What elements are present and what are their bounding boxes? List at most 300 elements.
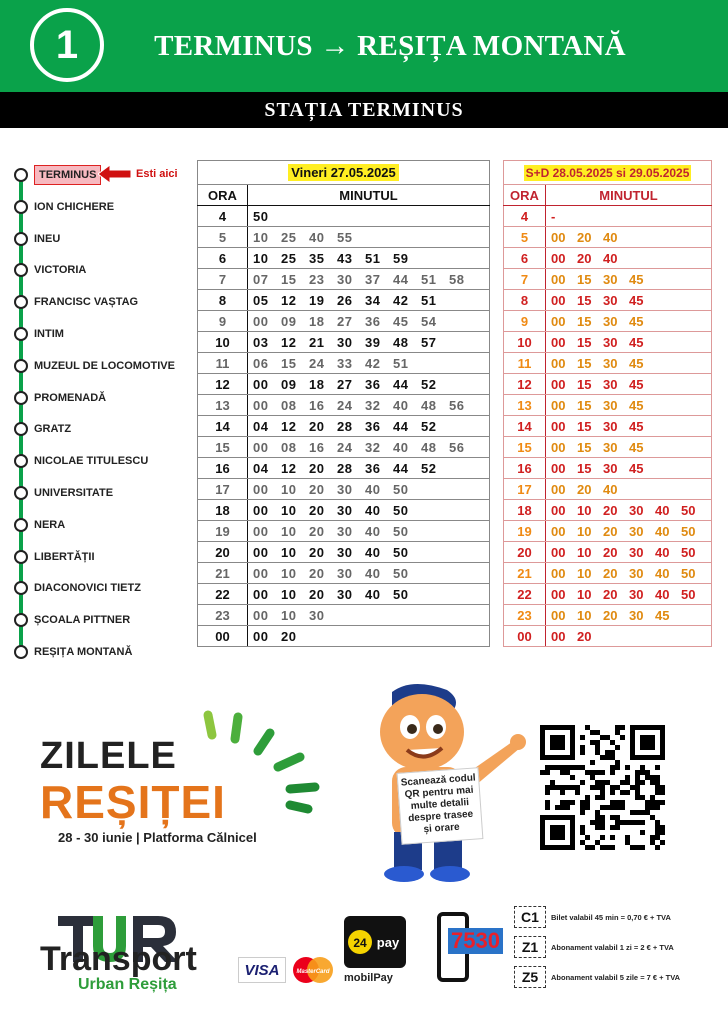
timetable-row xyxy=(198,458,490,479)
minute-value: 19 xyxy=(309,292,325,308)
stop-item xyxy=(14,386,204,410)
minute-value: 15 xyxy=(577,355,592,371)
minutes-cell xyxy=(546,311,712,332)
svg-text:24: 24 xyxy=(353,936,367,950)
minutes-cell xyxy=(248,227,490,248)
minute-value: 40 xyxy=(365,481,381,497)
minute-value: 15 xyxy=(577,271,592,287)
hour-cell: 5 xyxy=(504,227,546,248)
qr-code-icon[interactable] xyxy=(540,725,665,850)
minute-value: 30 xyxy=(337,565,353,581)
minute-value: 10 xyxy=(281,607,297,623)
minutes-cell xyxy=(248,311,490,332)
stop-dot-icon xyxy=(14,232,28,246)
minute-value: 10 xyxy=(281,544,297,560)
stop-dot-icon xyxy=(14,518,28,532)
stop-name: NERA xyxy=(34,518,66,531)
timetable-row xyxy=(504,269,712,290)
minute-value: 04 xyxy=(253,418,269,434)
minute-value: 00 xyxy=(253,607,269,623)
minute-value: 48 xyxy=(393,334,409,350)
minute-value: 28 xyxy=(337,418,353,434)
minute-value: 40 xyxy=(365,523,381,539)
left-arrow-icon xyxy=(98,164,132,184)
stop-item xyxy=(14,545,204,569)
stop-dot-icon xyxy=(14,645,28,659)
minute-value: 27 xyxy=(337,376,353,392)
minute-value: 00 xyxy=(253,397,269,413)
minute-value: 45 xyxy=(629,397,644,413)
hour-cell: 17 xyxy=(198,479,248,500)
minute-value: 30 xyxy=(603,271,618,287)
tariff-text: Abonament valabil 5 zile = 7 € + TVA xyxy=(551,972,681,982)
mastercard-icon xyxy=(288,955,338,985)
minute-value: 56 xyxy=(449,439,465,455)
timetable-row xyxy=(198,479,490,500)
minute-value: 50 xyxy=(393,481,409,497)
minute-value: 06 xyxy=(253,355,269,371)
minute-value: 00 xyxy=(253,502,269,518)
timetable-row xyxy=(198,437,490,458)
minute-value: 50 xyxy=(681,544,696,560)
minute-value: 33 xyxy=(337,355,353,371)
minute-value: 10 xyxy=(577,607,592,623)
minute-value: 45 xyxy=(629,313,644,329)
minutes-cell xyxy=(248,437,490,458)
timetable-row xyxy=(504,290,712,311)
minute-value: 15 xyxy=(577,397,592,413)
minute-value: 48 xyxy=(421,397,437,413)
minute-value: 15 xyxy=(577,334,592,350)
stop-dot-icon xyxy=(14,295,28,309)
timetable-row xyxy=(504,563,712,584)
minute-value: 56 xyxy=(449,397,465,413)
minutes-cell xyxy=(248,521,490,542)
stop-item xyxy=(14,576,204,600)
minute-value: 40 xyxy=(655,502,670,518)
minute-value: 54 xyxy=(421,313,437,329)
timetable-row xyxy=(198,248,490,269)
minute-value: 18 xyxy=(309,376,325,392)
minute-value: 15 xyxy=(577,460,592,476)
minute-value: 48 xyxy=(421,439,437,455)
minute-value: 40 xyxy=(309,229,325,245)
timetable-row xyxy=(198,584,490,605)
tariff-code: Z5 xyxy=(514,966,546,988)
minute-value: 30 xyxy=(337,586,353,602)
minute-value: 20 xyxy=(603,607,618,623)
minute-value: 20 xyxy=(281,628,297,644)
hour-cell: 6 xyxy=(198,248,248,269)
minute-value: 00 xyxy=(253,376,269,392)
stop-name: ION CHICHERE xyxy=(34,200,115,213)
minute-value: 03 xyxy=(253,334,269,350)
brand-subname: Urban Reșița xyxy=(78,976,177,993)
hour-cell: 19 xyxy=(198,521,248,542)
minute-value: 04 xyxy=(253,460,269,476)
minute-value: 08 xyxy=(281,397,297,413)
hour-cell: 4 xyxy=(504,206,546,227)
timetable-row xyxy=(504,437,712,458)
hour-cell: 12 xyxy=(504,374,546,395)
timetable-row xyxy=(198,353,490,374)
minute-value: 15 xyxy=(281,355,297,371)
timetable-row xyxy=(198,416,490,437)
minute-value: 43 xyxy=(337,250,353,266)
minutes-cell xyxy=(248,458,490,479)
minute-value: 39 xyxy=(365,334,381,350)
timetable-row xyxy=(504,584,712,605)
minute-value: 45 xyxy=(629,271,644,287)
stop-item xyxy=(14,290,204,314)
minute-value: 16 xyxy=(309,439,325,455)
minute-value: 20 xyxy=(309,523,325,539)
timetable-row xyxy=(504,521,712,542)
you-are-here-marker xyxy=(98,164,178,184)
minutes-cell xyxy=(248,269,490,290)
minute-value: 51 xyxy=(393,355,409,371)
minutes-cell xyxy=(546,395,712,416)
tariff-text: Bilet valabil 45 min = 0,70 € + TVA xyxy=(551,912,671,922)
svg-text:MasterCard: MasterCard xyxy=(296,969,330,975)
minute-value: 10 xyxy=(577,565,592,581)
stop-item xyxy=(14,513,204,537)
minute-value: 50 xyxy=(681,565,696,581)
timetable-row xyxy=(504,248,712,269)
weekday-timetable xyxy=(197,160,490,647)
minute-value: 00 xyxy=(253,565,269,581)
timetable-row xyxy=(504,311,712,332)
minutes-cell xyxy=(248,626,490,647)
minute-value: 10 xyxy=(577,502,592,518)
minute-value: 00 xyxy=(551,481,566,497)
hour-cell: 16 xyxy=(198,458,248,479)
timetable-row xyxy=(504,605,712,626)
hour-cell: 5 xyxy=(198,227,248,248)
minute-value: 37 xyxy=(365,271,381,287)
hour-cell: 13 xyxy=(198,395,248,416)
minute-value: 40 xyxy=(655,523,670,539)
stop-dot-icon xyxy=(14,327,28,341)
timetable-row xyxy=(198,395,490,416)
minute-value: 30 xyxy=(603,418,618,434)
minute-value: 20 xyxy=(603,586,618,602)
stop-item xyxy=(14,608,204,632)
minute-value: 42 xyxy=(365,355,381,371)
stop-name: ȘCOALA PITTNER xyxy=(34,614,131,627)
minutes-cell xyxy=(248,563,490,584)
minutes-cell xyxy=(546,374,712,395)
minutes-cell xyxy=(546,416,712,437)
minute-value: 05 xyxy=(253,292,269,308)
minute-value: 12 xyxy=(281,460,297,476)
stop-name: MUZEUL DE LOCOMOTIVE xyxy=(34,359,175,372)
minute-value: 24 xyxy=(337,397,353,413)
tariff-text: Abonament valabil 1 zi = 2 € + TVA xyxy=(551,942,674,952)
minute-value: 10 xyxy=(253,250,269,266)
timetable-row xyxy=(504,332,712,353)
station-title: STAȚIA TERMINUS xyxy=(0,92,728,128)
hour-cell: 20 xyxy=(504,542,546,563)
minute-value: 40 xyxy=(365,502,381,518)
minute-value: 30 xyxy=(603,313,618,329)
minute-value: 10 xyxy=(281,502,297,518)
timetable-row xyxy=(504,416,712,437)
minute-value: 30 xyxy=(629,565,644,581)
minute-value: 10 xyxy=(577,544,592,560)
minute-value: 45 xyxy=(655,607,670,623)
minute-value: 30 xyxy=(629,544,644,560)
minute-value: 34 xyxy=(365,292,381,308)
minutes-cell xyxy=(546,479,712,500)
minute-value: 00 xyxy=(253,313,269,329)
pay24-logo xyxy=(344,916,406,968)
minute-value: 35 xyxy=(309,250,325,266)
minute-value: 00 xyxy=(551,460,566,476)
minutes-cell xyxy=(546,437,712,458)
hour-cell: 7 xyxy=(504,269,546,290)
minute-value: 30 xyxy=(629,523,644,539)
timetable-row xyxy=(504,227,712,248)
minute-value: 30 xyxy=(603,376,618,392)
minute-value: 00 xyxy=(551,628,566,644)
hour-cell: 22 xyxy=(504,584,546,605)
weekday-minute-header: MINUTUL xyxy=(248,185,490,206)
minutes-cell xyxy=(248,416,490,437)
promo-title-line1: ZILELE xyxy=(40,735,177,777)
minute-value: 00 xyxy=(551,523,566,539)
qr-note: Scanează codul QR pentru mai multe detalii despre trasee și orare xyxy=(397,767,484,845)
route-title: TERMINUS → REȘIȚA MONTANĂ xyxy=(154,29,626,62)
stop-name: VICTORIA xyxy=(34,264,87,277)
stop-name: DIACONOVICI TIETZ xyxy=(34,582,141,595)
stop-name: PROMENADĂ xyxy=(34,391,107,404)
minute-value: 40 xyxy=(655,586,670,602)
minute-value: 32 xyxy=(365,439,381,455)
minute-value: 20 xyxy=(309,565,325,581)
header-bar xyxy=(0,0,728,92)
minute-value: 20 xyxy=(309,418,325,434)
minute-value: 12 xyxy=(281,334,297,350)
minutes-cell xyxy=(248,479,490,500)
minute-value: 10 xyxy=(577,586,592,602)
stop-item xyxy=(14,322,204,346)
stop-dot-icon xyxy=(14,168,28,182)
minute-value: 15 xyxy=(577,418,592,434)
timetable-row xyxy=(198,542,490,563)
visa-logo: VISA xyxy=(238,957,286,983)
minute-value: 20 xyxy=(577,481,592,497)
hour-cell: 4 xyxy=(198,206,248,227)
minute-value: 51 xyxy=(421,271,437,287)
minute-value: 24 xyxy=(309,355,325,371)
promo-subtitle: 28 - 30 iunie | Platforma Cǎlnicel xyxy=(58,830,257,845)
stop-name: INEU xyxy=(34,232,61,245)
stop-item xyxy=(14,449,204,473)
timetable-row xyxy=(504,458,712,479)
minute-value: 08 xyxy=(281,439,297,455)
minute-value: 09 xyxy=(281,376,297,392)
minute-value: 10 xyxy=(253,229,269,245)
stop-item xyxy=(14,227,204,251)
minute-value: 57 xyxy=(421,334,437,350)
minute-value: 20 xyxy=(309,502,325,518)
minute-value: 20 xyxy=(309,544,325,560)
minute-value: 45 xyxy=(629,292,644,308)
timetable-row xyxy=(198,521,490,542)
minute-value: 00 xyxy=(551,292,566,308)
minutes-cell xyxy=(546,542,712,563)
timetable-row xyxy=(504,500,712,521)
minute-value: 44 xyxy=(393,376,409,392)
minute-value: 45 xyxy=(629,334,644,350)
hour-cell: 9 xyxy=(198,311,248,332)
timetable-row xyxy=(504,626,712,647)
minutes-cell xyxy=(546,227,712,248)
minute-value: 59 xyxy=(393,250,409,266)
minute-value: 30 xyxy=(603,397,618,413)
minute-value: 45 xyxy=(629,355,644,371)
minute-value: 00 xyxy=(253,544,269,560)
minute-value: 42 xyxy=(393,292,409,308)
minute-value: 40 xyxy=(603,229,618,245)
minutes-cell xyxy=(546,626,712,647)
minutes-cell xyxy=(546,458,712,479)
minute-value: 50 xyxy=(681,502,696,518)
hour-cell: 9 xyxy=(504,311,546,332)
minute-value: 30 xyxy=(337,481,353,497)
minute-value: 45 xyxy=(393,313,409,329)
stop-item xyxy=(14,481,204,505)
stop-dot-icon xyxy=(14,613,28,627)
minute-value: 44 xyxy=(393,460,409,476)
hour-cell: 23 xyxy=(504,605,546,626)
minute-value: 00 xyxy=(551,418,566,434)
minute-value: 16 xyxy=(309,397,325,413)
minute-value: 30 xyxy=(337,544,353,560)
minute-value: 30 xyxy=(629,502,644,518)
minutes-cell xyxy=(546,521,712,542)
tariff-item xyxy=(514,935,724,959)
minute-value: 12 xyxy=(281,418,297,434)
timetable-row xyxy=(198,311,490,332)
hour-cell: 16 xyxy=(504,458,546,479)
minute-value: 40 xyxy=(365,544,381,560)
stop-name: FRANCISC VAȘTAG xyxy=(34,296,139,309)
timetable-row xyxy=(198,206,490,227)
stop-name: LIBERTĂȚII xyxy=(34,550,95,563)
minute-value: 51 xyxy=(365,250,381,266)
minute-value: 50 xyxy=(253,208,269,224)
minutes-cell xyxy=(248,206,490,227)
weekday-title: Vineri 27.05.2025 xyxy=(198,161,490,185)
minute-value: 28 xyxy=(337,460,353,476)
minute-value: 09 xyxy=(281,313,297,329)
hour-cell: 18 xyxy=(198,500,248,521)
minute-value: 30 xyxy=(629,607,644,623)
minute-value: 40 xyxy=(603,250,618,266)
minute-value: 30 xyxy=(337,334,353,350)
minutes-cell xyxy=(546,605,712,626)
minute-value: 40 xyxy=(655,565,670,581)
stop-dot-icon xyxy=(14,391,28,405)
minute-value: 00 xyxy=(551,502,566,518)
minute-value: 44 xyxy=(393,271,409,287)
hour-cell: 11 xyxy=(198,353,248,374)
brand-name: Transport xyxy=(40,940,197,978)
minute-value: 30 xyxy=(309,607,325,623)
minute-value: 40 xyxy=(365,565,381,581)
minute-value: 45 xyxy=(629,376,644,392)
minute-value: 00 xyxy=(551,355,566,371)
hour-cell: 00 xyxy=(504,626,546,647)
minute-value: 50 xyxy=(393,523,409,539)
minute-value: 30 xyxy=(603,292,618,308)
stop-name: GRATZ xyxy=(34,423,72,436)
minute-value: 20 xyxy=(603,565,618,581)
minutes-cell xyxy=(248,353,490,374)
timetable-row xyxy=(504,374,712,395)
minutes-cell xyxy=(248,290,490,311)
minute-value: 20 xyxy=(309,481,325,497)
minute-value: 52 xyxy=(421,418,437,434)
minute-value: 15 xyxy=(577,376,592,392)
timetable-row xyxy=(504,353,712,374)
stop-name: UNIVERSITATE xyxy=(34,487,114,499)
timetable-row xyxy=(198,290,490,311)
minute-value: 20 xyxy=(577,628,592,644)
minute-value: 20 xyxy=(603,502,618,518)
minute-value: 20 xyxy=(603,544,618,560)
minute-value: 07 xyxy=(253,271,269,287)
minutes-cell xyxy=(546,563,712,584)
stop-item xyxy=(14,640,204,664)
hour-cell: 21 xyxy=(504,563,546,584)
stop-dot-icon xyxy=(14,581,28,595)
minute-value: 00 xyxy=(253,523,269,539)
minute-value: 40 xyxy=(393,397,409,413)
hour-cell: 11 xyxy=(504,353,546,374)
stop-name: NICOLAE TITULESCU xyxy=(34,455,149,468)
minutes-cell xyxy=(248,374,490,395)
minute-value: 50 xyxy=(681,586,696,602)
timetable-row xyxy=(198,227,490,248)
minute-value: 36 xyxy=(365,313,381,329)
minute-value: 20 xyxy=(603,523,618,539)
hour-cell: 10 xyxy=(198,332,248,353)
minutes-cell xyxy=(546,248,712,269)
minute-value: 44 xyxy=(393,418,409,434)
zilele-resitei-banner xyxy=(40,705,320,855)
minute-value: 00 xyxy=(551,544,566,560)
stop-dot-icon xyxy=(14,200,28,214)
stop-item xyxy=(14,354,204,378)
minutes-cell xyxy=(546,332,712,353)
hour-cell: 14 xyxy=(504,416,546,437)
weekend-hour-header: ORA xyxy=(504,185,546,206)
minute-value: 45 xyxy=(629,418,644,434)
minute-value: 40 xyxy=(365,586,381,602)
timetable-row xyxy=(198,626,490,647)
minutes-cell xyxy=(546,269,712,290)
minute-value: 30 xyxy=(337,502,353,518)
minute-value: 30 xyxy=(337,523,353,539)
minute-value: 15 xyxy=(577,292,592,308)
hour-cell: 13 xyxy=(504,395,546,416)
minute-value: 00 xyxy=(551,397,566,413)
timetable-row xyxy=(198,332,490,353)
minutes-cell xyxy=(248,500,490,521)
